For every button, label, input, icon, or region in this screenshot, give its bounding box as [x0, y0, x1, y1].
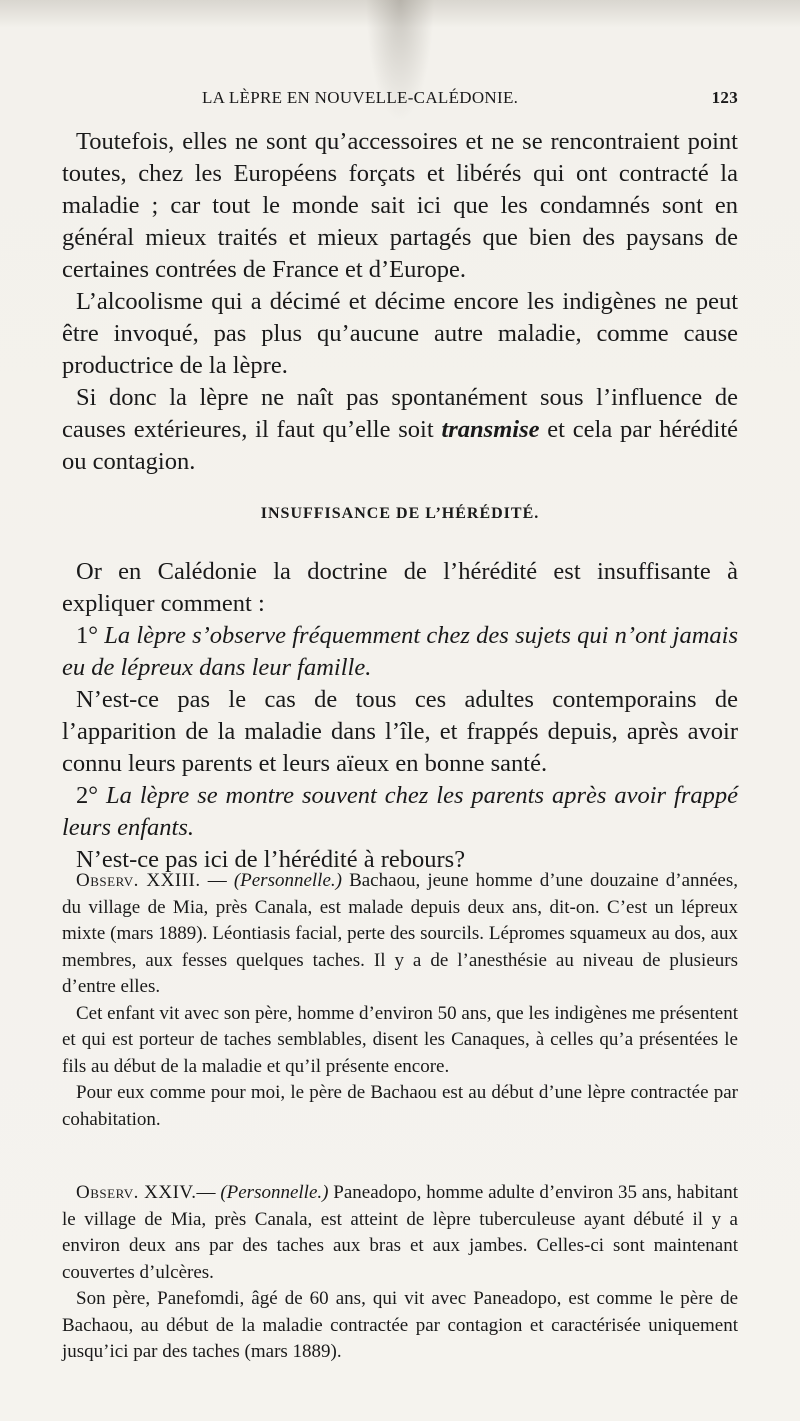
observation-24-kind: (Personnelle.): [220, 1182, 329, 1203]
observation-23-main: Observ. XXIII. — (Personnelle.) Bachaou, jeune homme d’une douzaine d’années, du village de Mia, près Canala, est malade depuis deux ans, dit-on. C’est un lépreux mixte (mars 1889). Léontiasis facial, perte des sourcils. Lépromes squameux au dos, aux membres, aux fesses quelques taches. Il y a de l’anesthésie au niveau de plusieurs d’entre elles.: [62, 870, 739, 997]
intro-text: [62, 126, 738, 478]
section-heading: INSUFFISANCE DE L’HÉRÉDITÉ.: [260, 505, 540, 522]
observation-24: [62, 1180, 738, 1366]
section-point-1: 1° La lèpre s’observe fréquemment chez des sujets qui n’ont jamais eu de lépreux dans leur famille.: [62, 622, 738, 681]
emphasis-transmise: transmise: [441, 416, 540, 443]
page-number: 123: [711, 88, 738, 107]
observation-24-para-1: Son père, Panefomdi, âgé de 60 ans, qui vit avec Paneadopo, est comme le père de Bachaou, au début de la maladie contractée par contagion et caractérisée uniquement jusqu’ici par des taches (mars 1889).: [62, 1288, 738, 1362]
observation-24-main: Observ. XXIV.— (Personnelle.) Paneadopo, homme adulte d’environ 35 ans, habitant le village de Mia, près Canala, est atteint de lèpre tuberculeuse ayant débuté il y a environ deux ans par des taches aux bras et aux jambes. Celles-ci sont maintenant couvertes d’ulcères.: [62, 1182, 739, 1283]
observation-23: [62, 868, 738, 1133]
observation-23-kind: (Personnelle.): [233, 870, 342, 891]
paragraph-1: Toutefois, elles ne sont qu’accessoires et ne se rencontraient point toutes, chez les Européens forçats et libérés qui ont contracté la maladie ; car tout le monde sait ici que les condamnés sont en général mieux traités et mieux partagés que bien des paysans de certaines contrées de France et d’Europe.: [62, 128, 738, 283]
observation-24-label: Observ. XXIV.: [76, 1182, 197, 1203]
observation-23-para-2: Pour eux comme pour moi, le père de Bachaou est au début d’une lèpre contractée par cohabitation.: [62, 1082, 738, 1130]
observation-23-label: Observ. XXIII.: [76, 870, 201, 891]
running-title: LA LÈPRE EN NOUVELLE-CALÉDONIE.: [202, 88, 519, 107]
section-paragraph-5: N’est-ce pas ici de l’hérédité à rebours?: [76, 846, 466, 873]
paragraph-3: Si donc la lèpre ne naît pas spontanément sous l’influence de causes extérieures, il faut qu’elle soit transmise et cela par hérédité ou contagion.: [62, 384, 738, 475]
observation-23-para-1: Cet enfant vit avec son père, homme d’environ 50 ans, que les indigènes me présentent et qui est porteur de taches semblables, disent les Canaques, à celles qu’a présentées le fils au début de la maladie et qu’il présente encore.: [62, 1002, 738, 1077]
section-point-1-emphasis: La lèpre s’observe fréquemment chez des sujets qui n’ont jamais eu de lépreux dans leur famille.: [62, 622, 738, 681]
section-paragraph-3: N’est-ce pas le cas de tous ces adultes contemporains de l’apparition de la maladie dans l’île, et frappés depuis, après avoir connu leurs parents et leurs aïeux en bonne santé.: [62, 686, 738, 777]
section-point-2-emphasis: La lèpre se montre souvent chez les parents après avoir frappé leurs enfants.: [62, 782, 738, 841]
section-paragraph-1: Or en Calédonie la doctrine de l’hérédité est insuffisante à expliquer comment :: [62, 558, 738, 617]
section-text: [62, 556, 738, 876]
paragraph-2: L’alcoolisme qui a décimé et décime encore les indigènes ne peut être invoqué, pas plus qu’aucune autre maladie, comme cause productrice de la lèpre.: [62, 288, 738, 379]
section-point-2: 2° La lèpre se montre souvent chez les parents après avoir frappé leurs enfants.: [62, 782, 738, 841]
